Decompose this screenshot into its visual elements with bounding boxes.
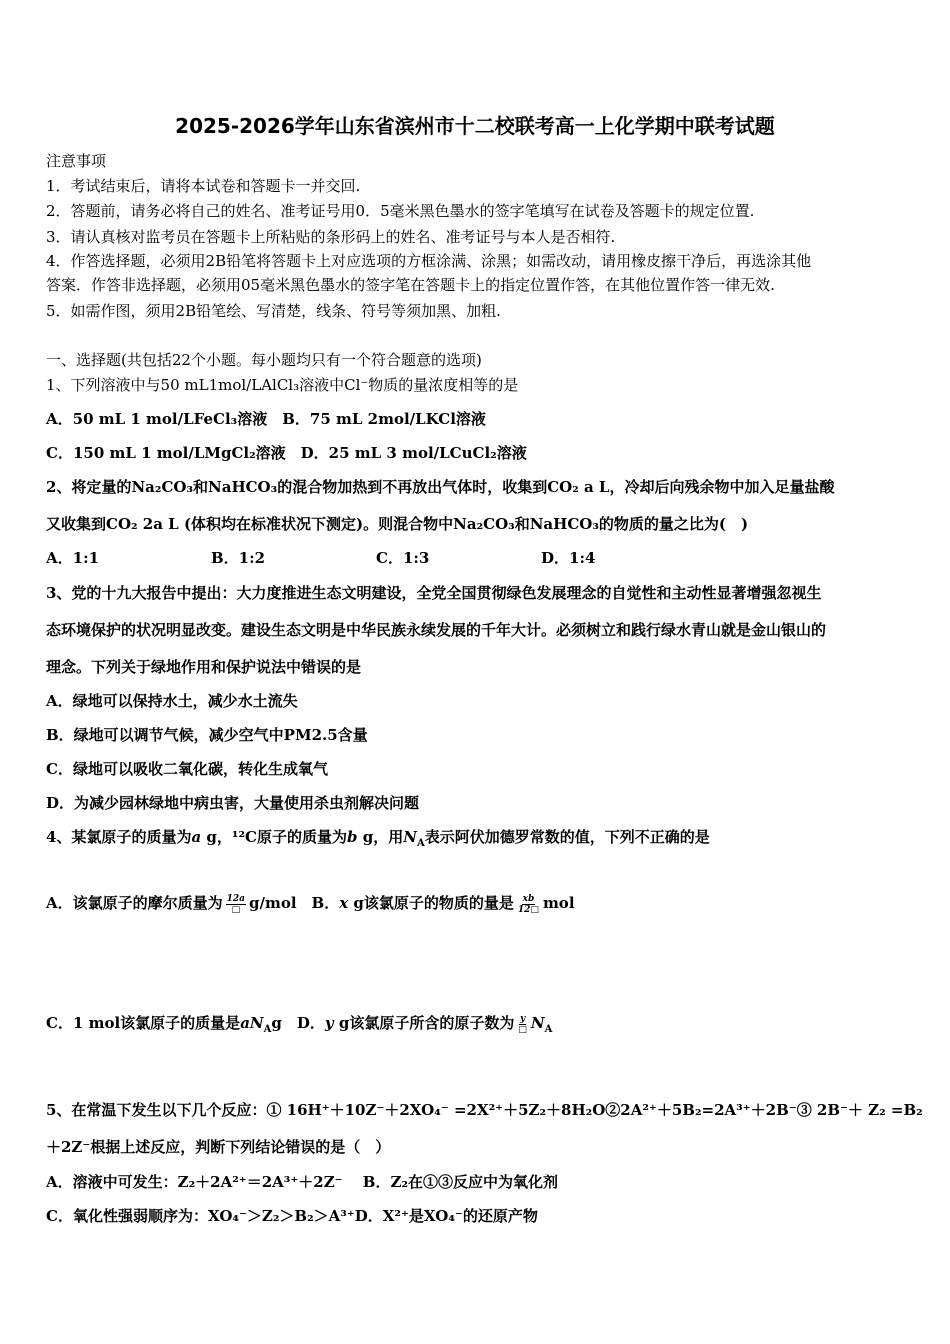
q4-fraction-d: $\frac{y}{□}$ [518,1013,527,1035]
notice-item-1: 1．考试结束后，请将本试卷和答题卡一并交回. [46,177,361,195]
q2-option-d: D．1:4 [541,549,596,567]
q3-option-b: B．绿地可以调节气候，减少空气中PM2.5含量 [46,726,368,744]
q5-stem-line1: 5、在常温下发生以下几个反应：① 16H⁺＋10Z⁻＋2XO₄⁻ =2X²⁺＋5Z₂＋8H₂O②2A²⁺＋5B₂=2A³⁺＋2B⁻③ 2B⁻＋ Z₂ =B₂ [46,1101,923,1119]
q2-options [46,548,595,568]
section-heading: 一、选择题(共包括22个小题。每小题均只有一个符合题意的选项) [46,351,482,369]
q5-options-ab: A．溶液中可发生：Z₂＋2A²⁺＝2A³⁺＋2Z⁻ B．Z₂在①③反应中为氧化剂 [46,1173,559,1191]
q3-stem-line1: 3、党的十九大报告中提出：大力度推进生态文明建设，全党全国贯彻绿色发展理念的自觉性和主动性显著增强忽视生 [46,584,822,602]
q2-stem-line1: 2、将定量的Na₂CO₃和NaHCO₃的混合物加热到不再放出气体时，收集到CO₂ a L，冷却后向残余物中加入足量盐酸 [46,478,835,496]
page-title: 2025-2026学年山东省滨州市十二校联考高一上化学期中联考试题 [175,114,775,138]
q1-stem: 1、下列溶液中与50 mL1mol/LAlCl₃溶液中Cl⁻物质的量浓度相等的是 [46,376,519,394]
notice-item-4: 4．作答选择题，必须用2B铅笔将答题卡上对应选项的方框涂满、涂黑；如需改动，请用橡皮擦干净后，再选涂其他 [46,252,812,270]
q3-stem-line3: 理念。下列关于绿地作用和保护说法中错误的是 [46,658,362,676]
q3-option-a: A．绿地可以保持水土，减少水土流失 [46,692,298,710]
q5-options-cd: C．氧化性强弱顺序为：XO₄⁻＞Z₂＞B₂＞A³⁺D．X²⁺是XO₄⁻的还原产物 [46,1207,538,1225]
q2-option-c: C．1:3 [376,549,430,567]
q4-stem: 4、某氯原子的质量为a g，¹²C原子的质量为b g，用$N_A$表示阿伏加德罗常数的值，下列不正确的是 [46,828,710,849]
q3-option-c: C．绿地可以吸收二氧化碳，转化生成氧气 [46,760,328,778]
notice-item-3: 3．请认真核对监考员在答题卡上所粘贴的条形码上的姓名、准考证号与本人是否相符. [46,228,616,246]
q3-option-d: D．为减少园林绿地中病虫害，大量使用杀虫剂解决问题 [46,794,420,812]
q4-fraction-b: $\frac{xb}{12□}$ [517,893,539,915]
notice-item-2: 2．答题前，请务必将自己的姓名、准考证号用0．5毫米黑色墨水的签字笔填写在试卷及答题卡的规定位置. [46,202,755,220]
q4-fraction-a: $\frac{12a}{□}$ [226,893,245,915]
notice-item-5: 5．如需作图，须用2B铅笔绘、写清楚，线条、符号等须加黑、加粗. [46,302,501,320]
notice-heading: 注意事项 [46,152,107,170]
q1-options-cd: C．150 mL 1 mol/LMgCl₂溶液 D．25 mL 3 mol/LCuCl₂溶液 [46,444,527,462]
q4-options-ab: A．该氯原子的摩尔质量为 $\frac{12a}{□}$ g/mol B．x g该氯原子的物质的量是 $\frac{xb}{12□}$ mol [46,893,575,915]
q1-options-ab: A．50 mL 1 mol/LFeCl₃溶液 B．75 mL 2mol/LKCl溶液 [46,410,486,428]
q2-option-a: A．1:1 [46,549,100,567]
q2-stem-line2: 又收集到CO₂ 2a L (体积均在标准状况下测定)。则混合物中Na₂CO₃和NaHCO₃的物质的量之比为( ) [46,515,749,533]
q3-stem-line2: 态环境保护的状况明显改变。建设生态文明是中华民族永续发展的千年大计。必须树立和践行绿水青山就是金山银山的 [46,621,827,639]
q2-option-b: B．1:2 [211,549,266,567]
q5-stem-line2: ＋2Z⁻根据上述反应，判断下列结论错误的是（ ） [46,1138,391,1156]
q4-options-cd: C．1 mol该氯原子的质量是$aN_Ag$ D．y g该氯原子所含的原子数为 $\frac{y}{□}$ $N_A$ [46,1013,553,1035]
notice-item-4-cont: 答案．作答非选择题，必须用05毫米黑色墨水的签字笔在答题卡上的指定位置作答，在其他位置作答一律无效. [46,276,775,294]
